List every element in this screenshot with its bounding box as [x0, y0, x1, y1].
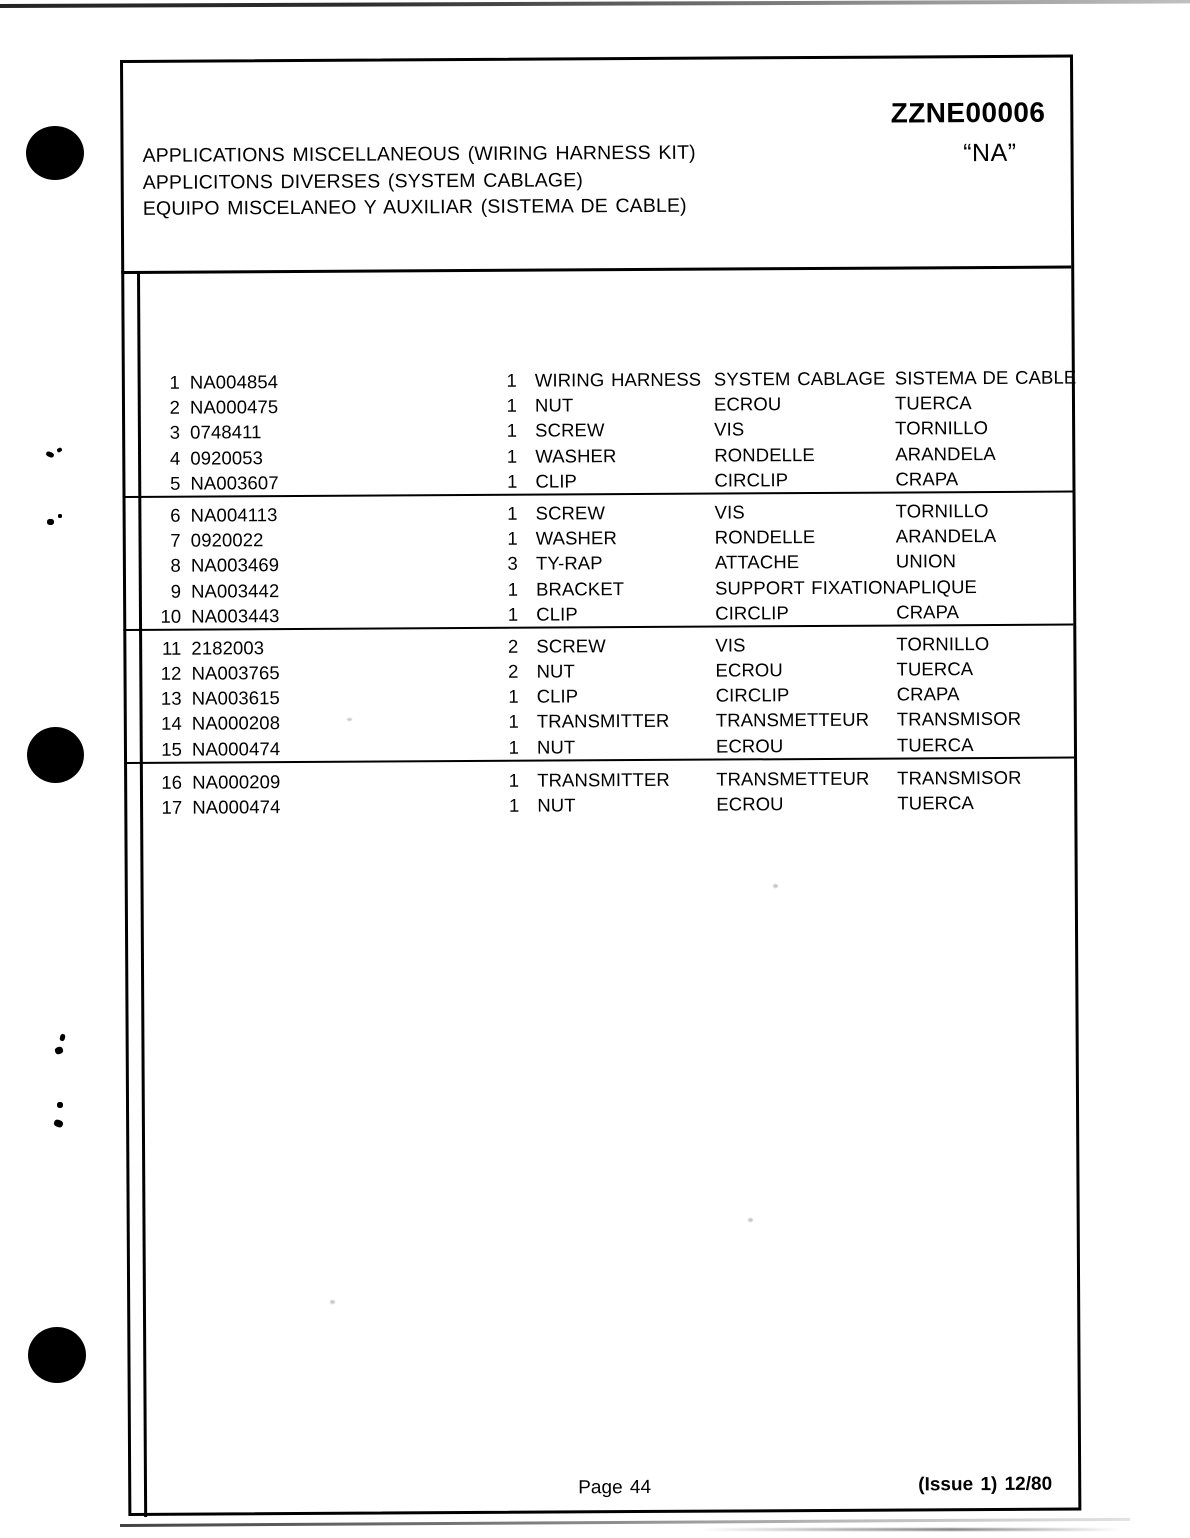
scan-speckle	[54, 1046, 64, 1055]
row-name-es: TORNILLO	[895, 417, 989, 439]
scan-speckle	[57, 1102, 63, 1108]
row-part-number: NA000474	[192, 796, 281, 818]
row-quantity: 1	[506, 394, 518, 416]
page-title-es: EQUIPO MISCELANEO Y AUXILIAR (SISTEMA DE CABLE)	[142, 194, 687, 220]
row-part-number: NA004113	[190, 504, 278, 526]
scan-speckle	[45, 451, 54, 459]
row-name-en: WASHER	[535, 444, 617, 467]
row-name-en: NUT	[536, 736, 576, 758]
row-name-es: TRANSMISOR	[897, 766, 1022, 789]
row-index: 15	[161, 738, 183, 760]
row-name-fr: RONDELLE	[714, 526, 816, 548]
row-quantity: 1	[506, 420, 518, 442]
row-name-es: CRAPA	[895, 467, 959, 490]
row-quantity: 1	[506, 470, 518, 492]
row-name-fr: ECROU	[715, 659, 783, 681]
row-name-es: UNION	[895, 550, 957, 572]
scan-artifact-top-band	[0, 0, 1190, 8]
row-name-en: BRACKET	[535, 577, 625, 600]
row-part-number: NA004854	[189, 371, 279, 393]
row-name-es: TUERCA	[897, 792, 975, 814]
row-name-en: NUT	[537, 794, 576, 816]
row-index: 16	[161, 771, 183, 793]
table-row	[122, 465, 1072, 496]
parts-group	[123, 625, 1074, 763]
scan-artifact-bottom-band	[120, 1518, 1130, 1527]
row-name-es: ARANDELA	[895, 442, 996, 465]
row-part-number: NA000475	[189, 396, 279, 418]
row-name-fr: ECROU	[715, 734, 784, 757]
row-part-number: 0920053	[190, 446, 264, 469]
row-index: 8	[170, 554, 181, 577]
row-index: 6	[170, 504, 181, 526]
row-name-es: TORNILLO	[896, 632, 990, 655]
row-name-fr: ATTACHE	[714, 551, 800, 573]
row-name-en: SCREW	[535, 419, 605, 441]
row-name-es: SISTEMA DE CABLE	[894, 366, 1077, 389]
scan-speckle	[59, 1033, 66, 1041]
row-quantity: 1	[508, 711, 519, 733]
row-index: 7	[170, 529, 181, 551]
row-name-en: CLIP	[535, 470, 578, 492]
row-quantity: 1	[507, 603, 519, 625]
row-quantity: 2	[508, 660, 519, 682]
row-name-fr: VIS	[714, 418, 745, 440]
row-name-fr: SYSTEM CABLAGE	[713, 367, 886, 390]
row-name-en: CLIP	[536, 603, 578, 625]
row-quantity: 1	[508, 736, 520, 758]
scan-speckle	[53, 1119, 64, 1129]
row-name-fr: CIRCLIP	[715, 601, 789, 624]
row-index: 10	[160, 605, 182, 627]
table-row	[124, 731, 1074, 762]
page-title-fr: APPLICITONS DIVERSES (SYSTEM CABLAGE)	[142, 168, 584, 194]
row-part-number: NA000209	[192, 770, 281, 793]
row-name-es: APLIQUE	[895, 575, 978, 598]
row-quantity: 1	[508, 685, 519, 708]
row-name-es: TUERCA	[896, 733, 974, 756]
row-index: 3	[169, 422, 181, 444]
row-index: 5	[169, 472, 181, 494]
page-number: Page 44	[578, 1476, 652, 1499]
row-index: 13	[160, 687, 182, 710]
row-index: 11	[161, 637, 182, 659]
binder-hole-bottom	[28, 1327, 86, 1383]
row-part-number: NA003443	[191, 604, 280, 627]
row-name-fr: CIRCLIP	[715, 684, 790, 706]
row-part-number: NA003469	[190, 554, 280, 576]
row-name-en: SCREW	[535, 502, 606, 524]
row-name-fr: TRANSMETTEUR	[715, 709, 870, 732]
row-name-fr: VIS	[714, 501, 745, 523]
row-name-fr: ECROU	[713, 393, 782, 415]
row-name-es: CRAPA	[896, 600, 960, 623]
row-quantity: 1	[507, 578, 519, 600]
row-name-fr: ECROU	[716, 793, 784, 815]
parts-group	[124, 758, 1074, 820]
row-index: 12	[160, 662, 182, 684]
row-part-number: 2182003	[191, 637, 265, 659]
row-name-fr: CIRCLIP	[714, 468, 789, 491]
table-row	[123, 598, 1073, 629]
row-part-number: 0920022	[190, 529, 264, 551]
document-code: ZZNE00006	[890, 96, 1046, 129]
row-quantity: 1	[508, 794, 520, 816]
scan-artifact-bottom-fleck	[700, 1528, 1120, 1531]
row-part-number: NA000474	[191, 737, 281, 760]
row-index: 4	[169, 447, 181, 469]
row-name-fr: SUPPORT FIXATION	[714, 576, 897, 599]
row-index: 1	[169, 371, 180, 393]
market-label: “NA”	[963, 138, 1017, 168]
parts-group	[121, 269, 1077, 498]
row-name-en: SCREW	[536, 635, 606, 657]
page-title-en: APPLICATIONS MISCELLANEOUS (WIRING HARNESS KIT)	[142, 141, 696, 167]
row-quantity: 2	[507, 635, 519, 657]
row-name-en: CLIP	[536, 685, 579, 707]
row-name-es: TORNILLO	[895, 499, 989, 522]
row-quantity: 1	[507, 502, 518, 524]
binder-hole-middle	[27, 727, 84, 783]
scan-speckle	[58, 514, 62, 518]
row-name-en: TRANSMITTER	[537, 768, 670, 791]
row-name-en: TY-RAP	[535, 552, 603, 574]
table-row	[124, 790, 1074, 821]
row-quantity: 3	[507, 553, 518, 575]
row-index: 17	[161, 796, 183, 818]
row-part-number: 0748411	[190, 421, 262, 443]
row-name-en: WASHER	[535, 527, 617, 549]
row-index: 2	[169, 396, 181, 418]
row-name-en: TRANSMITTER	[536, 710, 670, 733]
row-part-number: NA003442	[190, 579, 280, 602]
parts-table	[121, 269, 1077, 821]
row-name-fr: TRANSMETTEUR	[716, 767, 870, 790]
row-name-en: NUT	[536, 660, 575, 682]
row-name-fr: RONDELLE	[714, 443, 815, 466]
page-content	[120, 55, 1081, 1516]
row-name-fr: VIS	[715, 634, 746, 656]
row-index: 9	[170, 580, 182, 602]
row-name-en: WIRING HARNESS	[534, 368, 702, 391]
binder-hole-top	[26, 126, 84, 180]
issue-label: (Issue 1) 12/80	[918, 1473, 1053, 1496]
row-index: 14	[160, 713, 182, 735]
row-name-es: TRANSMISOR	[896, 708, 1022, 730]
row-name-es: TUERCA	[894, 392, 972, 414]
row-name-es: TUERCA	[896, 658, 974, 680]
scan-speckle	[56, 447, 62, 453]
page-title	[142, 140, 696, 223]
row-quantity: 1	[506, 445, 518, 467]
row-name-es: ARANDELA	[895, 525, 997, 547]
row-part-number: NA000208	[191, 712, 281, 735]
row-quantity: 1	[507, 527, 518, 549]
row-name-es: CRAPA	[896, 683, 960, 705]
row-part-number: NA003765	[191, 662, 280, 684]
row-part-number: NA003615	[191, 687, 280, 709]
row-part-number: NA003607	[190, 471, 279, 494]
row-quantity: 1	[508, 769, 520, 791]
row-quantity: 1	[506, 369, 517, 391]
parts-group	[123, 492, 1074, 630]
row-name-en: NUT	[534, 394, 574, 416]
scan-speckle	[47, 519, 54, 525]
